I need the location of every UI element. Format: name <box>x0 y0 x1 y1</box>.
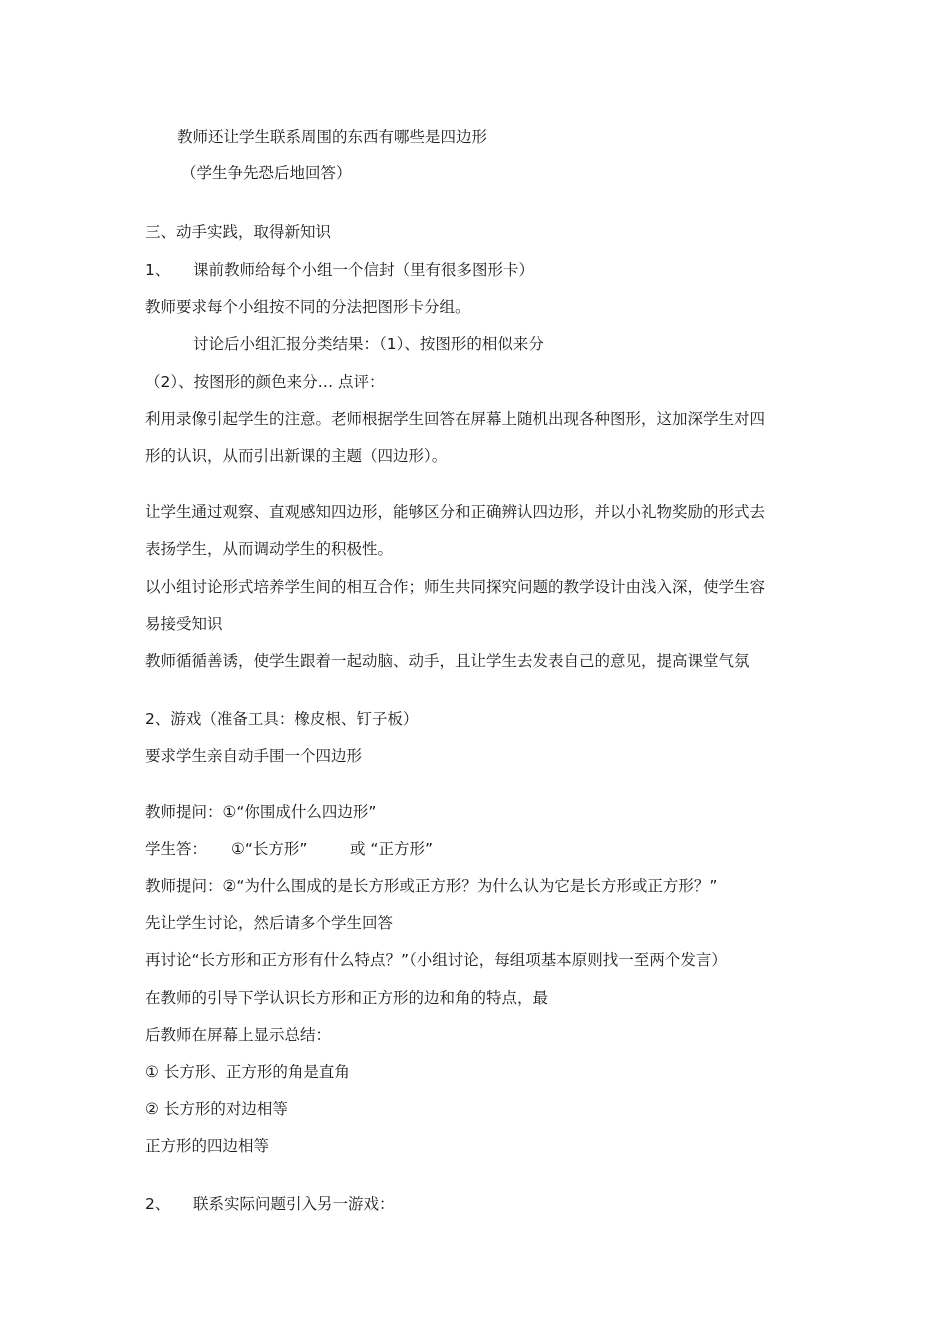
list-number: 1、 <box>145 261 171 279</box>
paragraph-line: 联系实际问题引入另一游戏： <box>193 1195 395 1213</box>
paragraph-line: 教师还让学生联系周围的东西有哪些是四边形 <box>177 128 488 146</box>
paragraph-line: 再讨论“长方形和正方形有什么特点？”（小组讨论，每组项基本原则找一至两个发言） <box>145 951 727 969</box>
paragraph-line: 后教师在屏幕上显示总结： <box>145 1026 332 1044</box>
paragraph-line: （学生争先恐后地回答） <box>181 164 352 182</box>
paragraph-line: 表扬学生，从而调动学生的积极性。 <box>145 540 394 558</box>
paragraph-line: 学生答： <box>145 840 208 858</box>
paragraph-line: 易接受知识 <box>145 615 223 633</box>
list-number: 2、 <box>145 1195 171 1213</box>
section-heading: 三、动手实践，取得新知识 <box>145 223 332 241</box>
paragraph-line: 在教师的引导下学认识长方形和正方形的边和角的特点，最 <box>145 989 549 1007</box>
paragraph-line: 讨论后小组汇报分类结果：（1）、按图形的相似来分 <box>193 335 544 353</box>
paragraph-line: 课前教师给每个小组一个信封（里有很多图形卡） <box>193 261 535 279</box>
paragraph-line: ② 长方形的对边相等 <box>145 1100 288 1118</box>
paragraph-line: 先让学生讨论，然后请多个学生回答 <box>145 914 394 932</box>
paragraph-line: 要求学生亲自动手围一个四边形 <box>145 747 363 765</box>
paragraph-line: 以小组讨论形式培养学生间的相互合作；师生共同探究问题的教学设计由浅入深，使学生容 <box>145 578 766 596</box>
paragraph-line: 正方形的四边相等 <box>145 1137 270 1155</box>
paragraph-line: 让学生通过观察、直观感知四边形，能够区分和正确辨认四边形，并以小礼物奖励的形式去 <box>145 503 766 521</box>
paragraph-line: 教师提问：②“为什么围成的是长方形或正方形？为什么认为它是长方形或正方形？” <box>145 877 718 895</box>
paragraph-line: 2、游戏（准备工具：橡皮根、钉子板） <box>145 710 419 728</box>
paragraph-line: ① 长方形、正方形的角是直角 <box>145 1063 350 1081</box>
paragraph-line: 或 “正方形” <box>350 840 433 858</box>
paragraph-line: 教师循循善诱，使学生跟着一起动脑、动手，且让学生去发表自己的意见，提高课堂气氛 <box>145 652 750 670</box>
paragraph-line: 形的认识，从而引出新课的主题（四边形）。 <box>145 447 448 465</box>
paragraph-line: 教师提问：①“你围成什么四边形” <box>145 803 377 821</box>
paragraph-line: 教师要求每个小组按不同的分法把图形卡分组。 <box>145 298 471 316</box>
paragraph-line: 利用录像引起学生的注意。老师根据学生回答在屏幕上随机出现各种图形，这加深学生对四 <box>145 410 766 428</box>
paragraph-line: （2）、按图形的颜色来分… 点评： <box>145 373 385 391</box>
paragraph-line: ①“长方形” <box>231 840 308 858</box>
